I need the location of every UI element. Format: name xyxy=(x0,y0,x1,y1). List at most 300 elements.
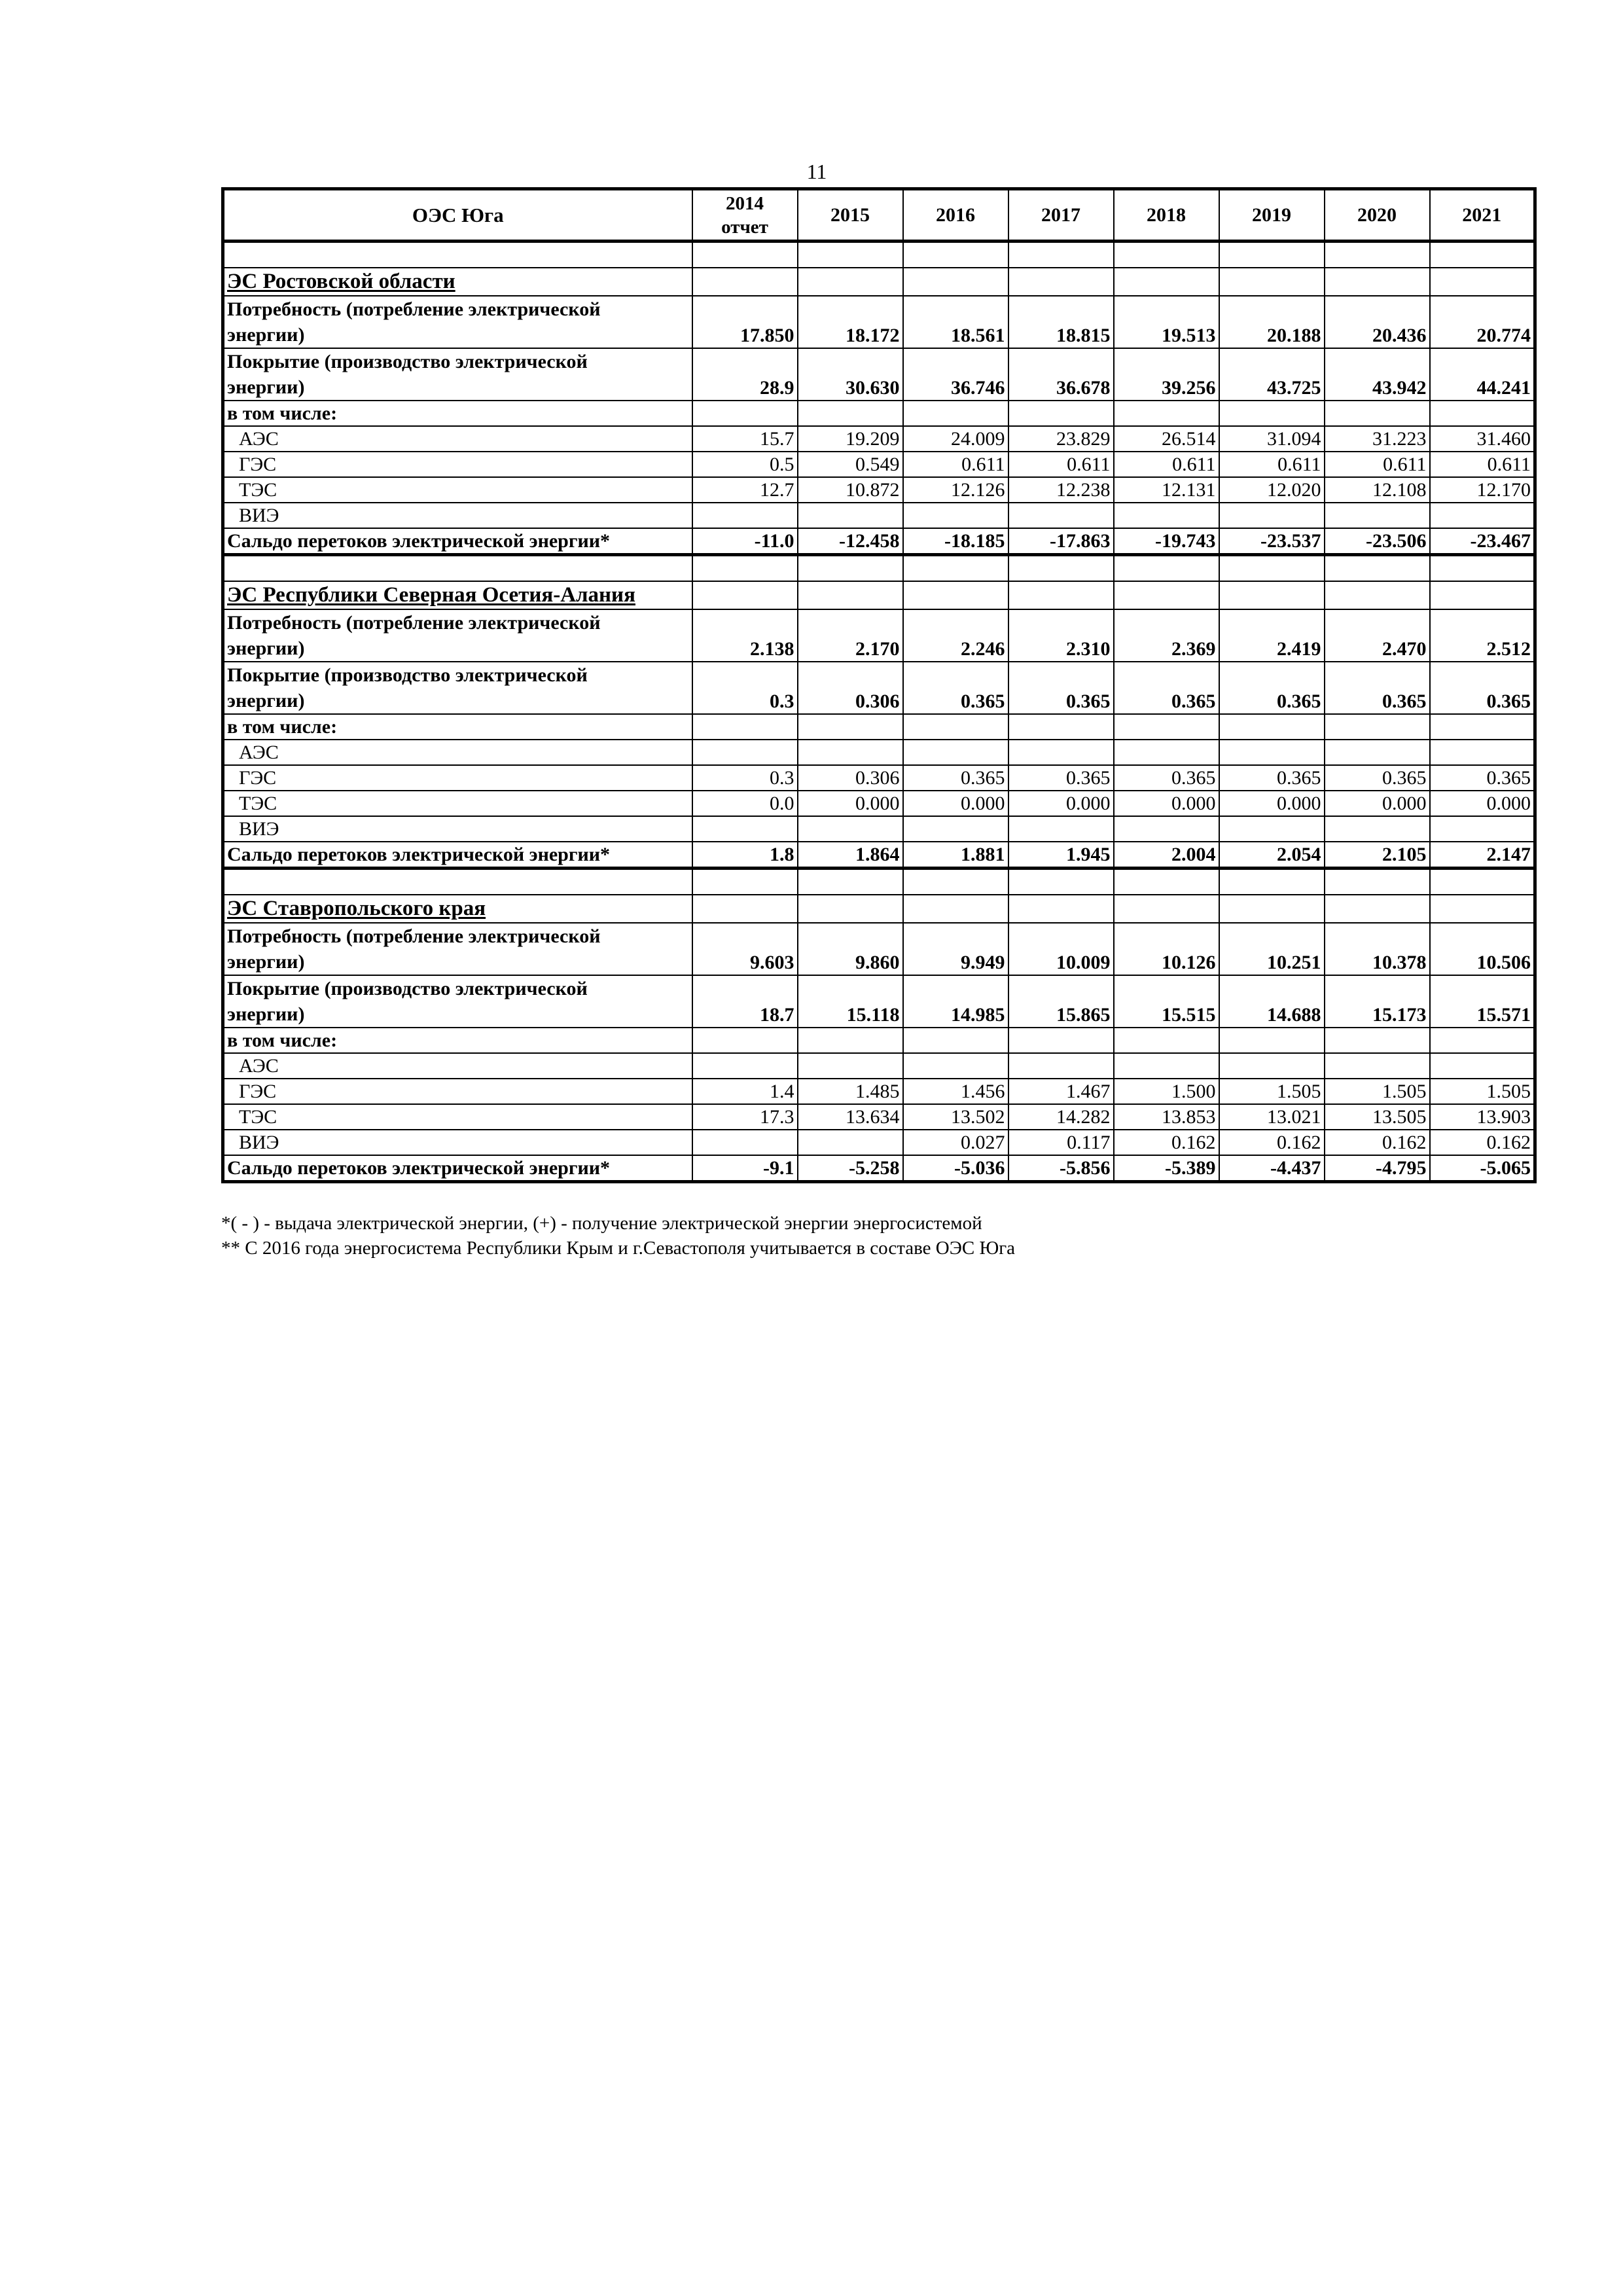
row-label: Сальдо перетоков электрической энергии* xyxy=(223,528,692,555)
value-cell: 12.170 xyxy=(1430,477,1535,503)
empty-cell xyxy=(1008,740,1114,765)
empty-cell xyxy=(1219,503,1325,528)
value-cell: 0.000 xyxy=(1114,791,1219,816)
value-cell: -5.856 xyxy=(1008,1155,1114,1182)
empty-cell xyxy=(798,268,903,296)
empty-cell xyxy=(1008,242,1114,268)
empty-cell xyxy=(1325,1028,1430,1053)
value-cell: -19.743 xyxy=(1114,528,1219,555)
value-cell: 19.513 xyxy=(1114,296,1219,348)
value-cell: 23.829 xyxy=(1008,426,1114,452)
value-cell: 31.094 xyxy=(1219,426,1325,452)
row-label: ВИЭ xyxy=(223,503,692,528)
year-header: 2019 xyxy=(1219,189,1325,242)
row-label-line: Потребность (потребление электрической xyxy=(227,298,601,320)
value-cell: 0.162 xyxy=(1430,1130,1535,1155)
row-label: в том числе: xyxy=(223,401,692,426)
value-cell: 18.561 xyxy=(903,296,1008,348)
value-cell: -23.467 xyxy=(1430,528,1535,555)
empty-cell xyxy=(1008,714,1114,740)
value-cell: -12.458 xyxy=(798,528,903,555)
empty-cell xyxy=(1008,268,1114,296)
value-cell: -4.795 xyxy=(1325,1155,1430,1182)
empty-cell xyxy=(798,555,903,582)
value-cell: 0.000 xyxy=(798,791,903,816)
including-row xyxy=(223,1028,1535,1053)
empty-cell xyxy=(692,816,798,842)
value-cell: 0.365 xyxy=(1008,765,1114,791)
value-cell: 2.105 xyxy=(1325,842,1430,869)
value-cell: 0.365 xyxy=(1114,662,1219,714)
value-cell: 12.020 xyxy=(1219,477,1325,503)
section-title-row xyxy=(223,895,1535,923)
row-label: АЭС xyxy=(223,426,692,452)
empty-cell xyxy=(1325,268,1430,296)
value-cell: 13.903 xyxy=(1430,1104,1535,1130)
value-cell: 0.365 xyxy=(1219,662,1325,714)
value-cell: 17.3 xyxy=(692,1104,798,1130)
value-cell: -9.1 xyxy=(692,1155,798,1182)
value-cell: 43.725 xyxy=(1219,348,1325,401)
value-cell: 15.7 xyxy=(692,426,798,452)
empty-cell xyxy=(1325,1053,1430,1079)
value-cell: 43.942 xyxy=(1325,348,1430,401)
spacer-row xyxy=(223,242,1535,268)
tes-row xyxy=(223,1104,1535,1130)
row-label xyxy=(223,348,692,401)
value-cell: 0.611 xyxy=(1114,452,1219,477)
empty-cell xyxy=(1219,895,1325,923)
row-label-line: энергии) xyxy=(227,324,305,346)
empty-cell xyxy=(223,869,692,895)
empty-cell xyxy=(798,869,903,895)
empty-cell xyxy=(692,401,798,426)
tes-row xyxy=(223,477,1535,503)
value-cell: 2.004 xyxy=(1114,842,1219,869)
row-label xyxy=(223,296,692,348)
value-cell: 0.3 xyxy=(692,765,798,791)
value-cell: 0.365 xyxy=(1430,765,1535,791)
value-cell xyxy=(692,1130,798,1155)
empty-cell xyxy=(692,1028,798,1053)
value-cell: 2.054 xyxy=(1219,842,1325,869)
aes-row xyxy=(223,740,1535,765)
value-cell: 18.172 xyxy=(798,296,903,348)
value-cell: 15.571 xyxy=(1430,975,1535,1028)
demand-row xyxy=(223,609,1535,662)
value-cell: 18.815 xyxy=(1008,296,1114,348)
empty-cell xyxy=(798,581,903,609)
empty-cell xyxy=(798,740,903,765)
empty-cell xyxy=(1325,816,1430,842)
empty-cell xyxy=(1008,1028,1114,1053)
value-cell: 20.436 xyxy=(1325,296,1430,348)
value-cell: 2.369 xyxy=(1114,609,1219,662)
footnote: *( - ) - выдача электрической энергии, (+) - получение электрической энергии энергосистемой xyxy=(221,1213,982,1234)
empty-cell xyxy=(1325,895,1430,923)
value-cell: 15.173 xyxy=(1325,975,1430,1028)
empty-cell xyxy=(798,895,903,923)
value-cell: 15.865 xyxy=(1008,975,1114,1028)
empty-cell xyxy=(1325,242,1430,268)
empty-cell xyxy=(1325,581,1430,609)
section-title: ЭС Ростовской области xyxy=(223,268,692,296)
row-label: ГЭС xyxy=(223,1079,692,1104)
empty-cell xyxy=(1430,869,1535,895)
empty-cell xyxy=(1008,581,1114,609)
balance-row xyxy=(223,842,1535,869)
year-header: 2021 xyxy=(1430,189,1535,242)
aes-row xyxy=(223,426,1535,452)
empty-cell xyxy=(692,268,798,296)
row-label: ГЭС xyxy=(223,765,692,791)
empty-cell xyxy=(798,1028,903,1053)
empty-cell xyxy=(798,401,903,426)
year-header: 2016 xyxy=(903,189,1008,242)
value-cell: 0.611 xyxy=(1430,452,1535,477)
value-cell xyxy=(798,1130,903,1155)
value-cell: 1.4 xyxy=(692,1079,798,1104)
empty-cell xyxy=(692,503,798,528)
empty-cell xyxy=(903,401,1008,426)
value-cell: 0.000 xyxy=(1219,791,1325,816)
spacer-row xyxy=(223,869,1535,895)
value-cell: 10.378 xyxy=(1325,923,1430,975)
value-cell: 28.9 xyxy=(692,348,798,401)
value-cell: 12.131 xyxy=(1114,477,1219,503)
value-cell: 0.365 xyxy=(903,765,1008,791)
row-label xyxy=(223,662,692,714)
value-cell: 1.881 xyxy=(903,842,1008,869)
value-cell: 18.7 xyxy=(692,975,798,1028)
value-cell: 20.188 xyxy=(1219,296,1325,348)
value-cell: 2.419 xyxy=(1219,609,1325,662)
value-cell: 26.514 xyxy=(1114,426,1219,452)
empty-cell xyxy=(1325,869,1430,895)
value-cell: 0.365 xyxy=(1430,662,1535,714)
value-cell: -5.258 xyxy=(798,1155,903,1182)
value-cell: 0.549 xyxy=(798,452,903,477)
empty-cell xyxy=(1008,401,1114,426)
value-cell: -23.537 xyxy=(1219,528,1325,555)
value-cell: -4.437 xyxy=(1219,1155,1325,1182)
row-label-line: энергии) xyxy=(227,637,305,659)
empty-cell xyxy=(1114,714,1219,740)
row-label: Сальдо перетоков электрической энергии* xyxy=(223,842,692,869)
empty-cell xyxy=(223,555,692,582)
row-label-line: энергии) xyxy=(227,376,305,398)
empty-cell xyxy=(692,1053,798,1079)
value-cell: -17.863 xyxy=(1008,528,1114,555)
empty-cell xyxy=(1114,268,1219,296)
row-label: ТЭС xyxy=(223,1104,692,1130)
section-title-row xyxy=(223,581,1535,609)
row-label: в том числе: xyxy=(223,714,692,740)
empty-cell xyxy=(1430,401,1535,426)
value-cell: 0.000 xyxy=(903,791,1008,816)
page-content xyxy=(221,187,1537,1261)
row-label xyxy=(223,923,692,975)
empty-cell xyxy=(798,242,903,268)
supply-row xyxy=(223,662,1535,714)
value-cell: 10.872 xyxy=(798,477,903,503)
value-cell: 0.306 xyxy=(798,765,903,791)
empty-cell xyxy=(903,714,1008,740)
value-cell: 0.162 xyxy=(1114,1130,1219,1155)
empty-cell xyxy=(903,816,1008,842)
value-cell: 0.000 xyxy=(1325,791,1430,816)
empty-cell xyxy=(798,503,903,528)
empty-cell xyxy=(1219,740,1325,765)
empty-cell xyxy=(1430,555,1535,582)
empty-cell xyxy=(1114,555,1219,582)
value-cell: 0.365 xyxy=(903,662,1008,714)
value-cell: -5.065 xyxy=(1430,1155,1535,1182)
ges-row xyxy=(223,765,1535,791)
footnotes xyxy=(221,1211,1537,1261)
value-cell: 0.611 xyxy=(1008,452,1114,477)
value-cell: 1.945 xyxy=(1008,842,1114,869)
empty-cell xyxy=(1430,268,1535,296)
row-label: ВИЭ xyxy=(223,1130,692,1155)
section-title-row xyxy=(223,268,1535,296)
value-cell: 0.365 xyxy=(1008,662,1114,714)
value-cell: 2.470 xyxy=(1325,609,1430,662)
value-cell: -23.506 xyxy=(1325,528,1430,555)
value-cell: 0.611 xyxy=(1325,452,1430,477)
aes-row xyxy=(223,1053,1535,1079)
value-cell: 13.502 xyxy=(903,1104,1008,1130)
value-cell: 2.246 xyxy=(903,609,1008,662)
empty-cell xyxy=(903,895,1008,923)
value-cell: 30.630 xyxy=(798,348,903,401)
row-label: ВИЭ xyxy=(223,816,692,842)
section-title: ЭС Ставропольского края xyxy=(223,895,692,923)
value-cell: 10.126 xyxy=(1114,923,1219,975)
value-cell: 10.009 xyxy=(1008,923,1114,975)
value-cell: 15.118 xyxy=(798,975,903,1028)
row-label xyxy=(223,975,692,1028)
empty-cell xyxy=(1430,816,1535,842)
empty-cell xyxy=(798,714,903,740)
value-cell: 0.000 xyxy=(1430,791,1535,816)
empty-cell xyxy=(1325,740,1430,765)
value-cell: 39.256 xyxy=(1114,348,1219,401)
year-header: 2017 xyxy=(1008,189,1114,242)
empty-cell xyxy=(1430,714,1535,740)
value-cell: 1.8 xyxy=(692,842,798,869)
footnote: ** С 2016 года энергосистема Республики Крым и г.Севастополя учитывается в составе ОЭС Юга xyxy=(221,1238,1016,1259)
ges-row xyxy=(223,1079,1535,1104)
row-label: ТЭС xyxy=(223,791,692,816)
value-cell: 2.147 xyxy=(1430,842,1535,869)
value-cell: 0.5 xyxy=(692,452,798,477)
value-cell: 2.170 xyxy=(798,609,903,662)
demand-row xyxy=(223,923,1535,975)
value-cell: 14.985 xyxy=(903,975,1008,1028)
empty-cell xyxy=(1325,401,1430,426)
empty-cell xyxy=(903,581,1008,609)
value-cell: 0.365 xyxy=(1219,765,1325,791)
empty-cell xyxy=(692,242,798,268)
value-cell: 1.505 xyxy=(1430,1079,1535,1104)
value-cell: -5.036 xyxy=(903,1155,1008,1182)
empty-cell xyxy=(1008,816,1114,842)
value-cell: 13.634 xyxy=(798,1104,903,1130)
row-label: АЭС xyxy=(223,1053,692,1079)
value-cell: 13.505 xyxy=(1325,1104,1430,1130)
empty-cell xyxy=(1219,555,1325,582)
value-cell: -5.389 xyxy=(1114,1155,1219,1182)
year-header: 2015 xyxy=(798,189,903,242)
empty-cell xyxy=(903,268,1008,296)
demand-row xyxy=(223,296,1535,348)
empty-cell xyxy=(692,555,798,582)
balance-row xyxy=(223,528,1535,555)
row-label: ТЭС xyxy=(223,477,692,503)
value-cell: 2.310 xyxy=(1008,609,1114,662)
row-label: ГЭС xyxy=(223,452,692,477)
value-cell: 36.678 xyxy=(1008,348,1114,401)
empty-cell xyxy=(1008,1053,1114,1079)
value-cell: 0.306 xyxy=(798,662,903,714)
page-number: 11 xyxy=(806,160,827,183)
year-header: 2020 xyxy=(1325,189,1430,242)
value-cell: 20.774 xyxy=(1430,296,1535,348)
vie-row xyxy=(223,1130,1535,1155)
value-cell: 36.746 xyxy=(903,348,1008,401)
balance-row xyxy=(223,1155,1535,1182)
value-cell: 1.485 xyxy=(798,1079,903,1104)
tes-row xyxy=(223,791,1535,816)
row-label-line: Потребность (потребление электрической xyxy=(227,925,601,947)
supply-row xyxy=(223,348,1535,401)
including-row xyxy=(223,401,1535,426)
empty-cell xyxy=(1114,1028,1219,1053)
empty-cell xyxy=(903,1053,1008,1079)
empty-cell xyxy=(1219,581,1325,609)
value-cell: 0.3 xyxy=(692,662,798,714)
empty-cell xyxy=(1114,242,1219,268)
empty-cell xyxy=(1114,1053,1219,1079)
value-cell: 2.138 xyxy=(692,609,798,662)
value-cell: 1.500 xyxy=(1114,1079,1219,1104)
empty-cell xyxy=(903,242,1008,268)
empty-cell xyxy=(692,714,798,740)
row-label: Сальдо перетоков электрической энергии* xyxy=(223,1155,692,1182)
value-cell: 10.506 xyxy=(1430,923,1535,975)
value-cell: 9.603 xyxy=(692,923,798,975)
value-cell: 12.238 xyxy=(1008,477,1114,503)
year-note: отчет xyxy=(721,216,768,238)
empty-cell xyxy=(1430,1053,1535,1079)
value-cell: 1.505 xyxy=(1325,1079,1430,1104)
value-cell: 1.456 xyxy=(903,1079,1008,1104)
empty-cell xyxy=(1430,581,1535,609)
empty-cell xyxy=(903,869,1008,895)
empty-cell xyxy=(1114,740,1219,765)
header-row xyxy=(223,189,1535,242)
empty-cell xyxy=(903,1028,1008,1053)
empty-cell xyxy=(903,555,1008,582)
value-cell: 10.251 xyxy=(1219,923,1325,975)
row-label-line: энергии) xyxy=(227,1003,305,1025)
empty-cell xyxy=(692,740,798,765)
empty-cell xyxy=(1008,555,1114,582)
empty-cell xyxy=(1430,1028,1535,1053)
empty-cell xyxy=(903,740,1008,765)
table-body xyxy=(223,189,1535,1182)
empty-cell xyxy=(1219,268,1325,296)
including-row xyxy=(223,714,1535,740)
empty-cell xyxy=(1430,895,1535,923)
value-cell: 0.162 xyxy=(1325,1130,1430,1155)
value-cell: 0.365 xyxy=(1114,765,1219,791)
empty-cell xyxy=(1219,1028,1325,1053)
value-cell: 44.241 xyxy=(1430,348,1535,401)
value-cell: 2.512 xyxy=(1430,609,1535,662)
value-cell: -11.0 xyxy=(692,528,798,555)
empty-cell xyxy=(1114,869,1219,895)
row-label-line: энергии) xyxy=(227,951,305,973)
value-cell: 1.864 xyxy=(798,842,903,869)
value-cell: 13.021 xyxy=(1219,1104,1325,1130)
row-label-line: Потребность (потребление электрической xyxy=(227,612,601,634)
spacer-row xyxy=(223,555,1535,582)
value-cell: 0.027 xyxy=(903,1130,1008,1155)
value-cell: 0.611 xyxy=(1219,452,1325,477)
empty-cell xyxy=(1114,503,1219,528)
value-cell: 12.126 xyxy=(903,477,1008,503)
empty-cell xyxy=(1325,503,1430,528)
value-cell: 19.209 xyxy=(798,426,903,452)
value-cell: 0.365 xyxy=(1325,662,1430,714)
value-cell: 17.850 xyxy=(692,296,798,348)
value-cell: 24.009 xyxy=(903,426,1008,452)
value-cell: 0.0 xyxy=(692,791,798,816)
year-header: 2018 xyxy=(1114,189,1219,242)
value-cell: 0.162 xyxy=(1219,1130,1325,1155)
value-cell: 12.108 xyxy=(1325,477,1430,503)
empty-cell xyxy=(1219,816,1325,842)
value-cell: 13.853 xyxy=(1114,1104,1219,1130)
empty-cell xyxy=(1219,1053,1325,1079)
ges-row xyxy=(223,452,1535,477)
empty-cell xyxy=(1008,869,1114,895)
row-label-line: энергии) xyxy=(227,690,305,711)
energy-balance-table xyxy=(221,187,1537,1183)
row-label-line: Покрытие (производство электрической xyxy=(227,351,588,372)
empty-cell xyxy=(798,816,903,842)
supply-row xyxy=(223,975,1535,1028)
empty-cell xyxy=(1219,242,1325,268)
value-cell: 1.467 xyxy=(1008,1079,1114,1104)
empty-cell xyxy=(1430,503,1535,528)
value-cell: 31.223 xyxy=(1325,426,1430,452)
value-cell: 31.460 xyxy=(1430,426,1535,452)
empty-cell xyxy=(1325,714,1430,740)
row-label xyxy=(223,609,692,662)
empty-cell xyxy=(1008,503,1114,528)
value-cell: 12.7 xyxy=(692,477,798,503)
value-cell: 0.117 xyxy=(1008,1130,1114,1155)
empty-cell xyxy=(692,869,798,895)
value-cell: 0.611 xyxy=(903,452,1008,477)
empty-cell xyxy=(903,503,1008,528)
region-header: ОЭС Юга xyxy=(223,189,692,242)
value-cell: -18.185 xyxy=(903,528,1008,555)
value-cell: 1.505 xyxy=(1219,1079,1325,1104)
